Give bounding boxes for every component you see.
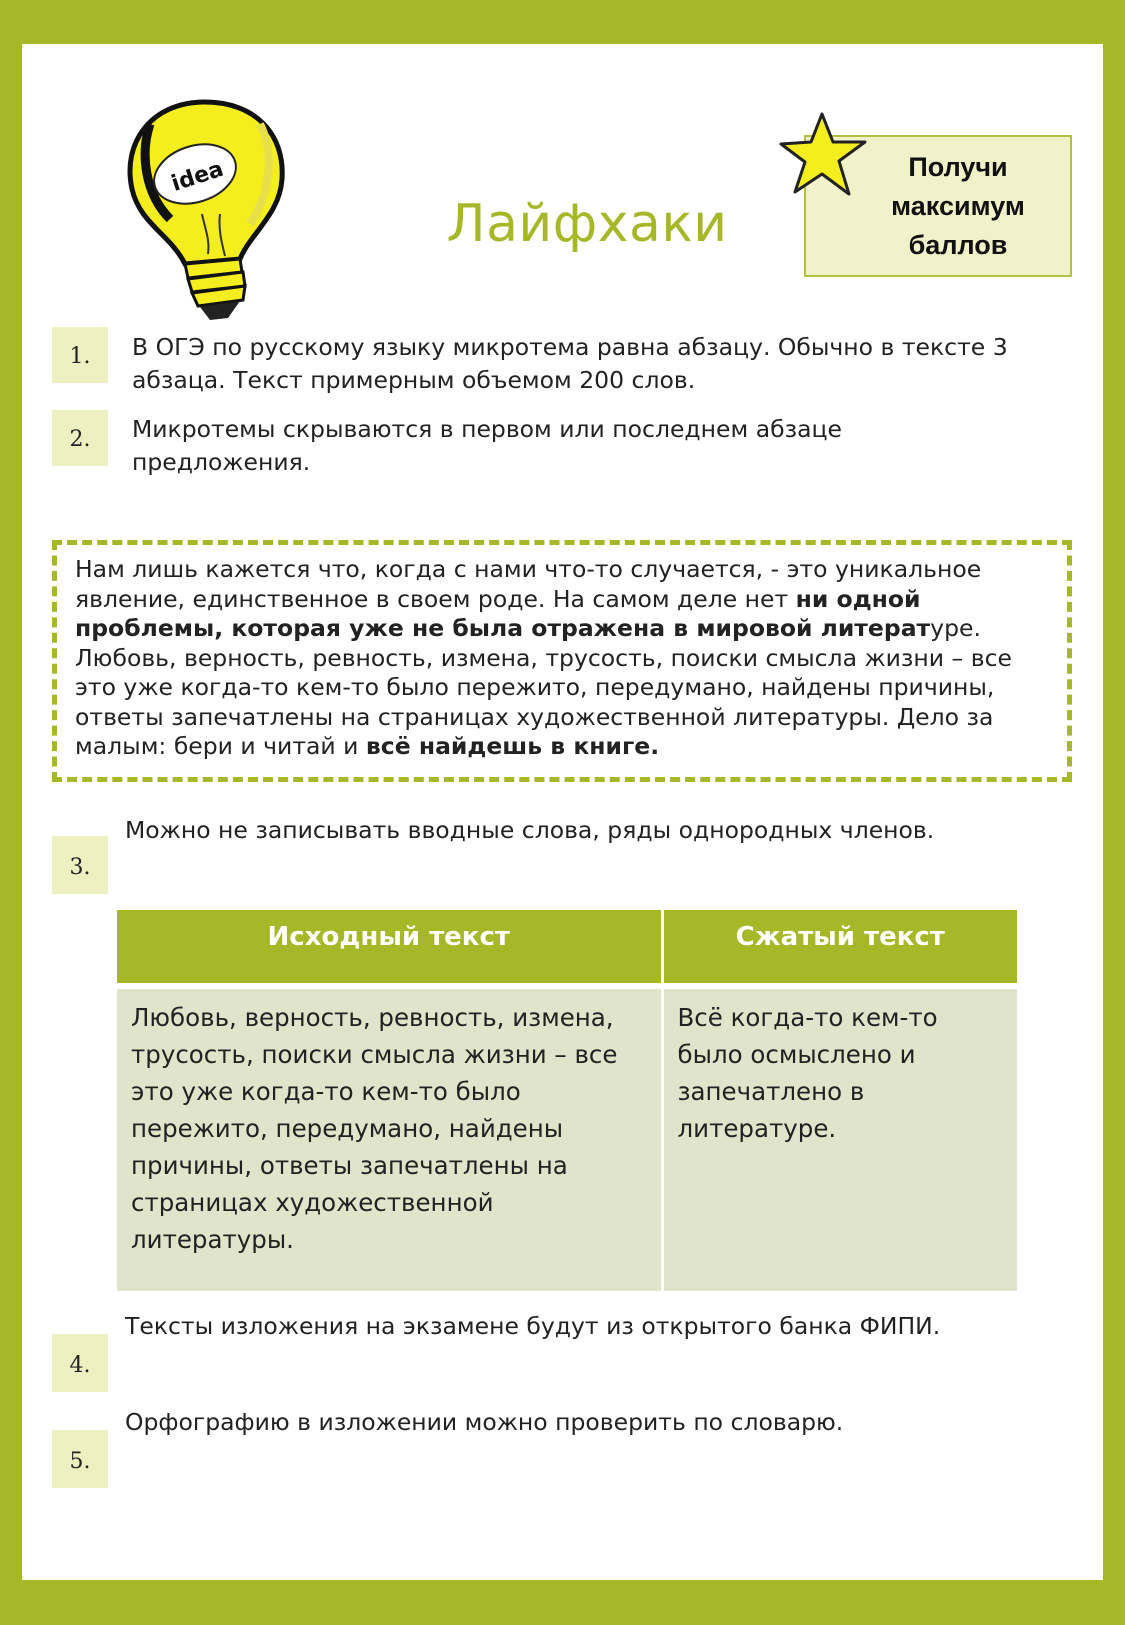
- note-box: [52, 540, 1072, 782]
- page: [22, 44, 1103, 1580]
- page-title: Лайфхаки: [446, 194, 728, 254]
- tip-number: 5.: [52, 1430, 108, 1488]
- table-cell-compressed: Всё когда-то кем-то было осмыслено и запечатлено в литературе.: [662, 986, 1017, 1291]
- badge-line: Получи: [908, 151, 1008, 182]
- star-icon: [777, 106, 877, 206]
- lightbulb-icon: [110, 84, 300, 324]
- badge-line: максимум: [891, 190, 1025, 221]
- note-text: уре. Любовь, верность, ревность, измена, трусость, поиски смысла жизни – все это уже когда-то кем-то было пережито, передумано, найдены причины, ответы запечатлены на страницах художественной литературы. Дело за малым: бери и читай и: [75, 614, 1012, 760]
- tip-text: Микротемы скрываются в первом или последнем абзаце предложения.: [132, 415, 842, 476]
- tip-number: 4.: [52, 1334, 108, 1392]
- comparison-table: [117, 910, 1017, 1291]
- table-row: [117, 986, 1017, 1291]
- tip-text: Можно не записывать вводные слова, ряды однородных членов.: [125, 816, 935, 844]
- tip-number: 2.: [52, 410, 108, 466]
- tip-text: В ОГЭ по русскому языку микротема равна абзацу. Обычно в тексте 3 абзаца. Текст примерным объемом 200 слов.: [132, 333, 1008, 394]
- tip-text: Тексты изложения на экзамене будут из открытого банка ФИПИ.: [125, 1312, 941, 1340]
- note-bold-text: ни одной проблемы, которая уже не была отражена в мировой литерат: [75, 584, 931, 642]
- tip-number: 1.: [52, 327, 108, 383]
- table-cell-original: Любовь, верность, ревность, измена, трусость, поиски смысла жизни – все это уже когда-то кем-то было пережито, передумано, найдены причины, ответы запечатлены на страницах художественной литературы.: [117, 986, 662, 1291]
- tip-number: 3.: [52, 836, 108, 894]
- note-text: Нам лишь кажется что, когда с нами что-то случается, - это уникальное явление, единственное в своем роде. На самом деле нет: [75, 555, 982, 613]
- note-bold-text: всё найдешь в книге.: [365, 732, 660, 760]
- table-header: Сжатый текст: [662, 910, 1017, 986]
- badge-line: баллов: [908, 229, 1008, 260]
- tip-text: Орфографию в изложении можно проверить по словарю.: [125, 1408, 844, 1436]
- table-header: Исходный текст: [117, 910, 662, 986]
- bulb-label: idea: [168, 156, 227, 197]
